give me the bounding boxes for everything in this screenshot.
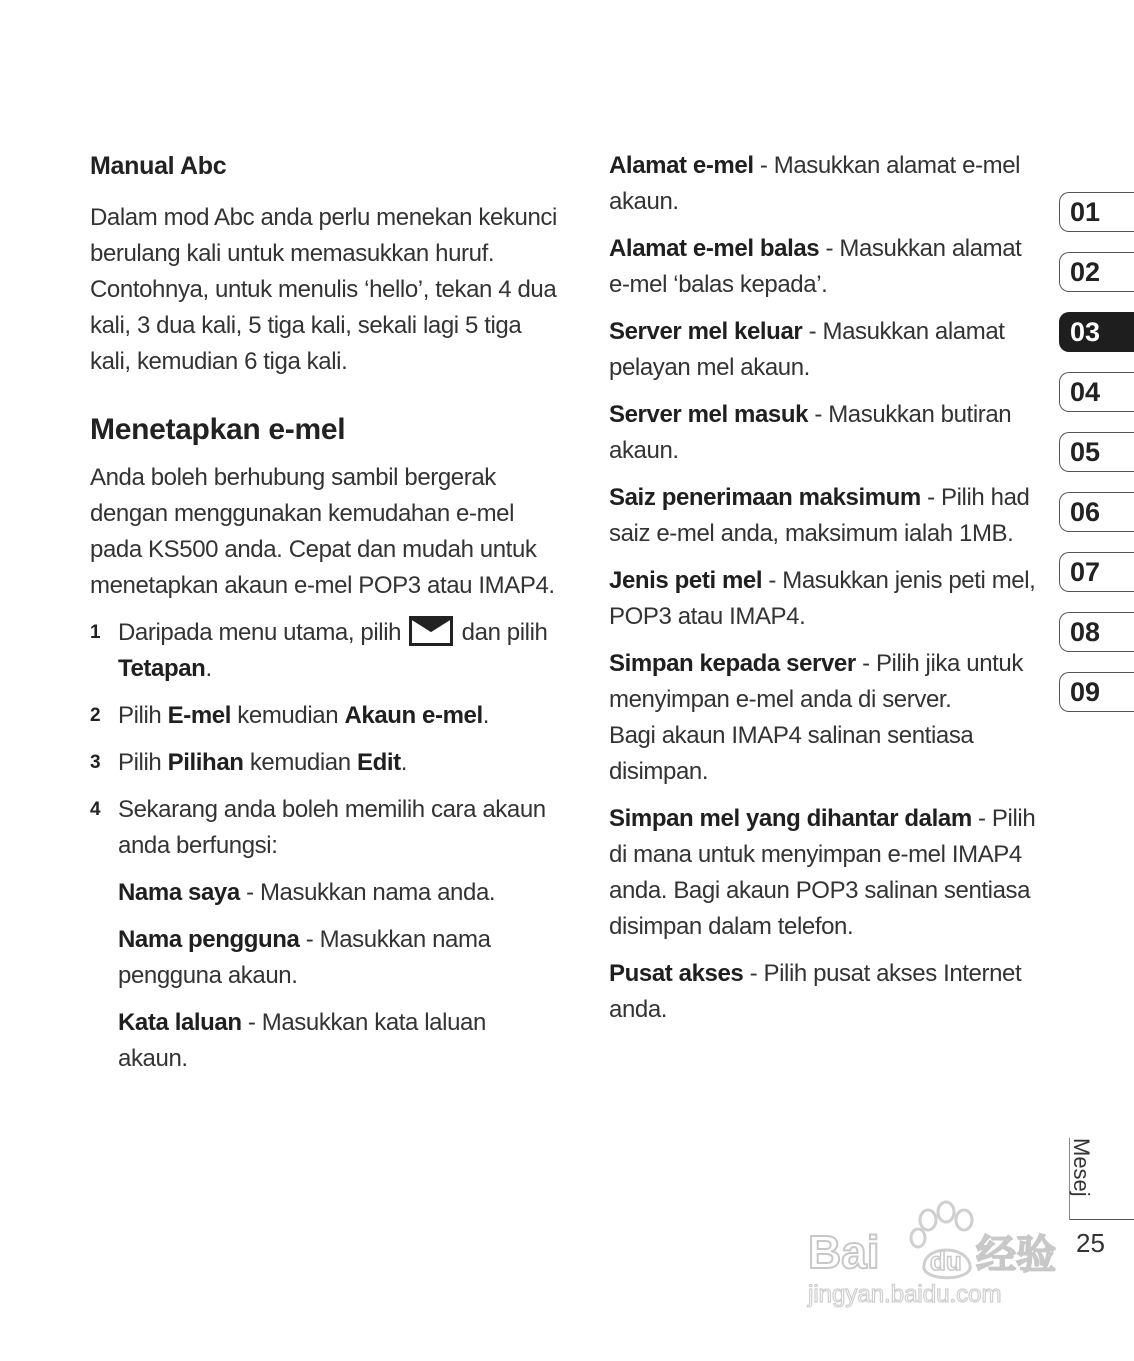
left-column <box>90 148 560 1088</box>
field-term: Kata laluan <box>118 1009 242 1036</box>
field-desc: - Masukkan kata laluan akaun. <box>118 1009 486 1072</box>
step-bold-term: E-mel <box>167 702 231 729</box>
chapter-tab-07[interactable]: 07 <box>1059 552 1134 592</box>
field-desc: - Pilih di mana untuk menyimpan e-mel IMAP4 anda. Bagi akaun POP3 salinan sentiasa disimpan dalam telefon. <box>609 805 1036 940</box>
step-number: 1 <box>90 622 101 643</box>
step-bold-term-2: Akaun e-mel <box>344 702 483 729</box>
field-saiz-penerimaan <box>609 480 1041 552</box>
chapter-tabs <box>1059 192 1134 732</box>
step-bold-term: Tetapan <box>118 655 206 682</box>
field-desc: - Masukkan butiran akaun. <box>609 401 1012 464</box>
chapter-tab-03[interactable]: 03 <box>1059 312 1134 352</box>
field-term: Simpan mel yang dihantar dalam <box>609 805 972 832</box>
step-end: . <box>205 655 212 682</box>
field-term: Jenis peti mel <box>609 567 763 594</box>
email-setup-heading: Menetapkan e-mel <box>90 413 346 446</box>
field-term: Simpan kepada server <box>609 650 856 677</box>
step-end: . <box>400 749 407 776</box>
svg-text:du: du <box>930 1246 962 1276</box>
message-envelope-icon <box>409 616 453 646</box>
page-number: 25 <box>1076 1228 1105 1258</box>
email-setup-body: Anda boleh berhubung sambil bergerak dengan menggunakan kemudahan e-mel pada KS500 anda. Cepat dan mudah untuk menetapkan akaun e-mel POP3 atau IMAP4. <box>90 464 555 599</box>
step-text: Pilih <box>118 702 162 729</box>
chapter-tab-08[interactable]: 08 <box>1059 612 1134 652</box>
step-number: 4 <box>90 799 101 820</box>
manual-abc-body: Dalam mod Abc anda perlu menekan kekunci berulang kali untuk memasukkan huruf. Contohnya, untuk menulis ‘hello’, tekan 4 dua kali, 3 dua kali, 5 tiga kali, sekali lagi 5 tiga kali, kemudian 6 tiga kali. <box>90 204 557 375</box>
field-term: Nama pengguna <box>118 926 300 953</box>
svg-text:Bai: Bai <box>808 1226 880 1278</box>
step-4 <box>90 792 560 864</box>
field-server-mel-masuk <box>609 397 1041 469</box>
field-term: Alamat e-mel balas <box>609 235 820 262</box>
field-alamat-email-balas <box>609 231 1041 303</box>
field-term: Nama saya <box>118 879 240 906</box>
field-server-mel-keluar <box>609 314 1041 386</box>
field-desc: - Pilih jika untuk menyimpan e-mel anda di server. <box>609 650 1023 713</box>
field-desc: - Masukkan alamat e-mel akaun. <box>609 152 1021 215</box>
field-pusat-akses <box>609 956 1041 1028</box>
field-nama-pengguna <box>90 922 560 994</box>
step-number: 3 <box>90 752 101 773</box>
chapter-tab-05[interactable]: 05 <box>1059 432 1134 472</box>
field-desc: - Masukkan nama pengguna akaun. <box>118 926 491 989</box>
field-desc: - Masukkan alamat e-mel ‘balas kepada’. <box>609 235 1022 298</box>
step-text-mid: kemudian <box>249 749 351 776</box>
step-text-2: dan pilih <box>461 619 548 646</box>
field-simpan-mel-dihantar <box>609 801 1041 945</box>
step-3 <box>90 745 560 781</box>
field-jenis-peti-mel <box>609 563 1041 635</box>
step-end: . <box>482 702 490 729</box>
field-term: Saiz penerimaan maksimum <box>609 484 921 511</box>
field-simpan-kepada-server <box>609 646 1041 790</box>
right-column <box>609 148 1041 1039</box>
chapter-tab-02[interactable]: 02 <box>1059 252 1134 292</box>
baidu-watermark-logo <box>806 1190 1066 1310</box>
step-text: Daripada menu utama, pilih <box>118 619 402 646</box>
field-term: Server mel masuk <box>609 401 809 428</box>
field-desc: - Masukkan nama anda. <box>239 879 496 906</box>
field-desc: - Pilih had saiz e-mel anda, maksimum ialah 1MB. <box>609 484 1030 547</box>
footer-divider <box>1070 1219 1134 1220</box>
field-desc: - Pilih pusat akses Internet anda. <box>609 960 1022 1023</box>
step-number: 2 <box>90 705 101 726</box>
field-extra: Bagi akaun IMAP4 salinan sentiasa disimpan. <box>609 722 974 785</box>
step-text-mid: kemudian <box>237 702 339 729</box>
field-nama-saya <box>90 875 560 911</box>
field-term: Pusat akses <box>609 960 744 987</box>
step-bold-term-2: Edit <box>356 749 401 776</box>
svg-text:jingyan.baidu.com: jingyan.baidu.com <box>808 1281 1002 1308</box>
step-text: Sekarang anda boleh memilih cara akaun anda berfungsi: <box>118 796 546 859</box>
field-desc: - Masukkan alamat pelayan mel akaun. <box>609 318 1005 381</box>
step-1 <box>90 615 560 687</box>
field-term: Server mel keluar <box>609 318 803 345</box>
field-alamat-email <box>609 148 1041 220</box>
chapter-tab-06[interactable]: 06 <box>1059 492 1134 532</box>
manual-abc-heading: Manual Abc <box>90 152 227 180</box>
svg-text:经验: 经验 <box>976 1232 1056 1278</box>
field-term: Alamat e-mel <box>609 152 754 179</box>
field-kata-laluan <box>90 1005 560 1077</box>
chapter-tab-01[interactable]: 01 <box>1059 192 1134 232</box>
chapter-tab-04[interactable]: 04 <box>1059 372 1134 412</box>
step-2 <box>90 698 560 734</box>
field-desc: - Masukkan jenis peti mel, POP3 atau IMAP4. <box>609 567 1036 630</box>
step-text: Pilih <box>118 749 162 776</box>
step-bold-term: Pilihan <box>167 749 244 776</box>
chapter-tab-09[interactable]: 09 <box>1059 672 1134 712</box>
section-label-text: Mesej <box>1069 1138 1094 1197</box>
section-label <box>1062 1138 1102 1200</box>
